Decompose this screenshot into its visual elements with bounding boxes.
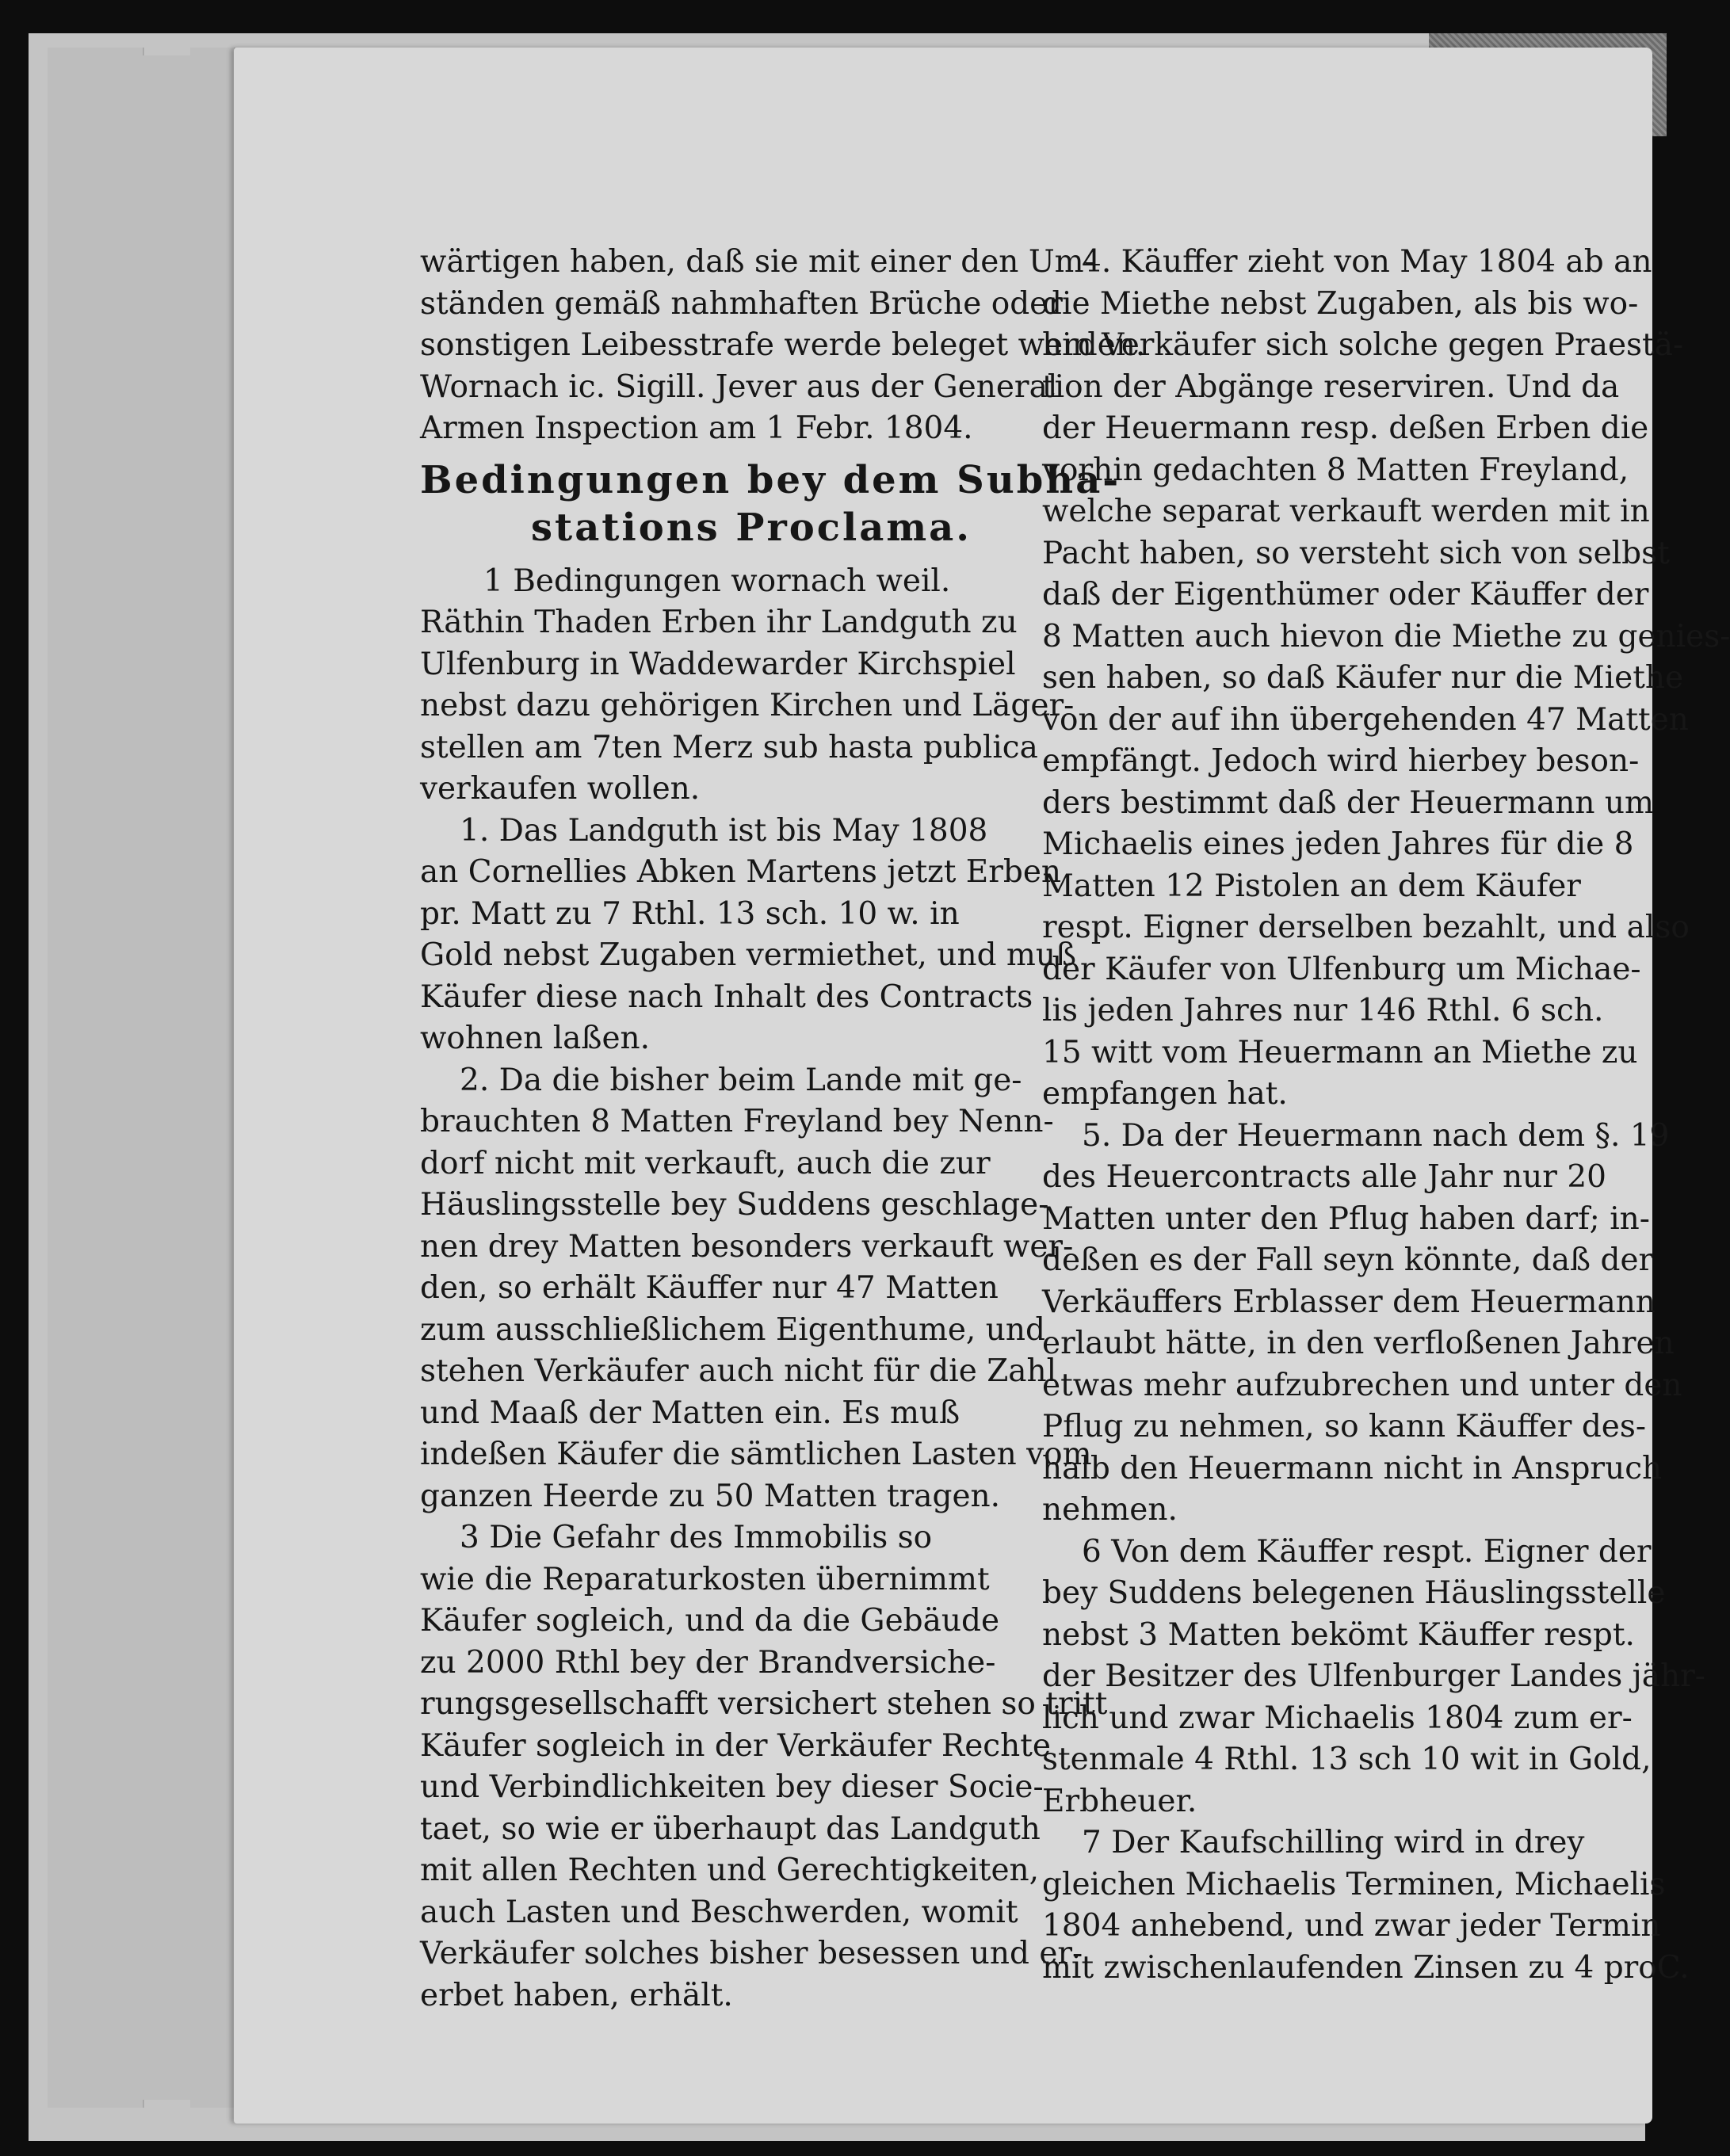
body-line: 7 Der Kaufschilling wird in drey <box>1082 1825 1585 1860</box>
body-line: bey Suddens belegenen Häuslingsstelle <box>1042 1575 1666 1611</box>
body-line: stehen Verkäufer auch nicht für die Zahl <box>420 1353 1057 1389</box>
body-line: Matten 12 Pistolen an dem Käufer <box>1042 868 1581 904</box>
body-line: Gold nebst Zugaben vermiethet, und muß <box>420 937 1077 973</box>
body-line: Häuslingsstelle bey Suddens geschlage- <box>420 1187 1049 1223</box>
body-line: vorhin gedachten 8 Matten Freyland, <box>1042 452 1629 488</box>
body-line: 5. Da der Heuermann nach dem §. 19 <box>1082 1117 1670 1154</box>
body-line: zu 2000 Rthl bey der Brandversiche- <box>420 1644 996 1681</box>
body-line: Erbheuer. <box>1042 1783 1197 1819</box>
body-line: lis jeden Jahres nur 146 Rthl. 6 sch. <box>1042 993 1604 1028</box>
body-line: den, so erhält Käuffer nur 47 Matten <box>420 1270 999 1306</box>
body-line: dorf nicht mit verkauft, auch die zur <box>420 1145 991 1181</box>
body-line: der Käufer von Ulfenburg um Michae- <box>1042 951 1641 987</box>
body-line: Michaelis eines jeden Jahres für die 8 <box>1042 826 1634 862</box>
body-line: der Besitzer des Ulfenburger Landes jähr- <box>1042 1658 1705 1694</box>
body-line: pr. Matt zu 7 Rthl. 13 sch. 10 w. in <box>420 895 960 932</box>
body-line: Räthin Thaden Erben ihr Landguth zu <box>420 605 1018 640</box>
body-line: respt. Eigner derselben bezahlt, und also <box>1042 910 1690 945</box>
body-line: 4. Käuffer zieht von May 1804 ab an <box>1082 244 1652 280</box>
body-line: 15 witt vom Heuermann an Miethe zu <box>1042 1034 1638 1070</box>
body-line: Verkäuffers Erblasser dem Heuermann <box>1042 1284 1656 1320</box>
body-line: 3 Die Gefahr des Immobilis so <box>460 1520 933 1555</box>
body-line: mit allen Rechten und Gerechtigkeiten, <box>420 1853 1040 1888</box>
body-line: nen drey Matten besonders verkauft wer- <box>420 1228 1074 1265</box>
body-line: Käufer sogleich in der Verkäufer Rechte <box>420 1727 1051 1764</box>
document-page <box>234 48 1730 2124</box>
body-line: auch Lasten und Beschwerden, womit <box>420 1894 1018 1930</box>
page-stack-edge <box>190 48 235 2108</box>
body-line: Käufer sogleich, und da die Gebäude <box>420 1603 1000 1639</box>
body-line: und Verbindlichkeiten bey dieser Socie- <box>420 1769 1044 1805</box>
body-line: 1. Das Landguth ist bis May 1808 <box>460 812 988 849</box>
body-line: 2. Da die bisher beim Lande mit ge- <box>460 1062 1022 1098</box>
body-line: lich und zwar Michaelis 1804 zum er- <box>1042 1700 1633 1736</box>
body-line: 8 Matten auch hievon die Miethe zu genies- <box>1042 618 1730 654</box>
body-line: etwas mehr aufzubrechen und unter den <box>1042 1367 1682 1403</box>
body-line: an Cornellies Abken Martens jetzt Erben <box>420 854 1062 890</box>
body-line: Verkäufer solches bisher besessen und er- <box>420 1936 1083 1971</box>
body-line: mit zwischenlaufenden Zinsen zu 4 proC. <box>1042 1949 1690 1986</box>
body-line: verkaufen wollen. <box>420 771 701 807</box>
body-line: ganzen Heerde zu 50 Matten tragen. <box>420 1478 1001 1514</box>
body-line: wohnen laßen. <box>420 1021 651 1056</box>
body-line: der Heuermann resp. deßen Erben die <box>1042 410 1649 446</box>
section-heading: Bedingungen bey dem Subha- <box>420 457 1121 502</box>
page-stack-edge <box>143 55 192 2100</box>
body-line: Käufer diese nach Inhalt des Contracts <box>420 979 1033 1015</box>
body-line: stellen am 7ten Merz sub hasta publica <box>420 729 1038 765</box>
body-line: daß der Eigenthümer oder Käuffer der <box>1042 577 1649 612</box>
body-line: nehmen. <box>1042 1492 1178 1528</box>
section-heading-continued: stations Proclama. <box>531 505 972 550</box>
body-line: Ulfenburg in Waddewarder Kirchspiel <box>420 646 1016 682</box>
body-line: Pacht haben, so versteht sich von selbst <box>1042 535 1670 571</box>
body-line: erbet haben, erhält. <box>420 1977 733 2013</box>
body-line: Matten unter den Pflug haben darf; in- <box>1042 1200 1650 1237</box>
body-line: des Heuercontracts alle Jahr nur 20 <box>1042 1159 1606 1195</box>
page-stack-edge <box>48 48 144 2108</box>
body-line: indeßen Käufer die sämtlichen Lasten vom <box>420 1437 1092 1472</box>
body-line: die Miethe nebst Zugaben, als bis wo- <box>1042 285 1639 322</box>
right-column <box>1042 242 1730 1989</box>
body-line: taet, so wie er überhaupt das Landguth <box>420 1811 1041 1847</box>
body-line: rungsgesellschafft versichert stehen so tritt <box>420 1686 1108 1722</box>
body-line: 1 Bedingungen wornach weil. <box>483 563 951 599</box>
body-line: nebst dazu gehörigen Kirchen und Läger- <box>420 688 1075 723</box>
body-line: 6 Von dem Käuffer respt. Eigner der <box>1082 1533 1652 1570</box>
intro-line: Armen Inspection am 1 Febr. 1804. <box>420 410 973 446</box>
body-line: wie die Reparaturkosten übernimmt <box>420 1561 990 1597</box>
body-line: ders bestimmt daß der Heuermann um <box>1042 784 1654 821</box>
body-line: empfängt. Jedoch wird hierbey beson- <box>1042 743 1640 779</box>
intro-line: Wornach ic. Sigill. Jever aus der General <box>420 368 1058 405</box>
body-line: sen haben, so daß Käufer nur die Miethe <box>1042 660 1684 696</box>
body-line: zum ausschließlichem Eigenthume, und <box>420 1311 1045 1348</box>
body-line: halb den Heuermann nicht in Anspruch <box>1042 1450 1663 1486</box>
body-line: hin Verkäufer sich solche gegen Praestä- <box>1042 327 1684 363</box>
body-line: Pflug zu nehmen, so kann Käuffer des- <box>1042 1409 1647 1444</box>
body-line: erlaubt hätte, in den verfloßenen Jahren <box>1042 1326 1675 1361</box>
body-line: von der auf ihn übergehenden 47 Matten <box>1042 701 1689 738</box>
body-line: tion der Abgänge reserviren. Und da <box>1042 368 1620 405</box>
body-line: welche separat verkauft werden mit in <box>1042 494 1650 529</box>
intro-line: sonstigen Leibesstrafe werde beleget werden. <box>420 327 1146 363</box>
body-line: 1804 anhebend, und zwar jeder Termin <box>1042 1908 1661 1944</box>
intro-line: ständen gemäß nahmhaften Brüche oder <box>420 285 1063 322</box>
body-line: nebst 3 Matten bekömt Käuffer respt. <box>1042 1616 1635 1653</box>
body-line: empfangen hat. <box>1042 1076 1288 1112</box>
body-line: gleichen Michaelis Terminen, Michaelis <box>1042 1866 1666 1902</box>
body-line: brauchten 8 Matten Freyland bey Nenn- <box>420 1104 1054 1139</box>
body-line: und Maaß der Matten ein. Es muß <box>420 1395 960 1431</box>
body-line: deßen es der Fall seyn könnte, daß der <box>1042 1242 1654 1278</box>
intro-line: wärtigen haben, daß sie mit einer den Um- <box>420 244 1094 280</box>
body-line: stenmale 4 Rthl. 13 sch 10 wit in Gold, <box>1042 1742 1652 1777</box>
